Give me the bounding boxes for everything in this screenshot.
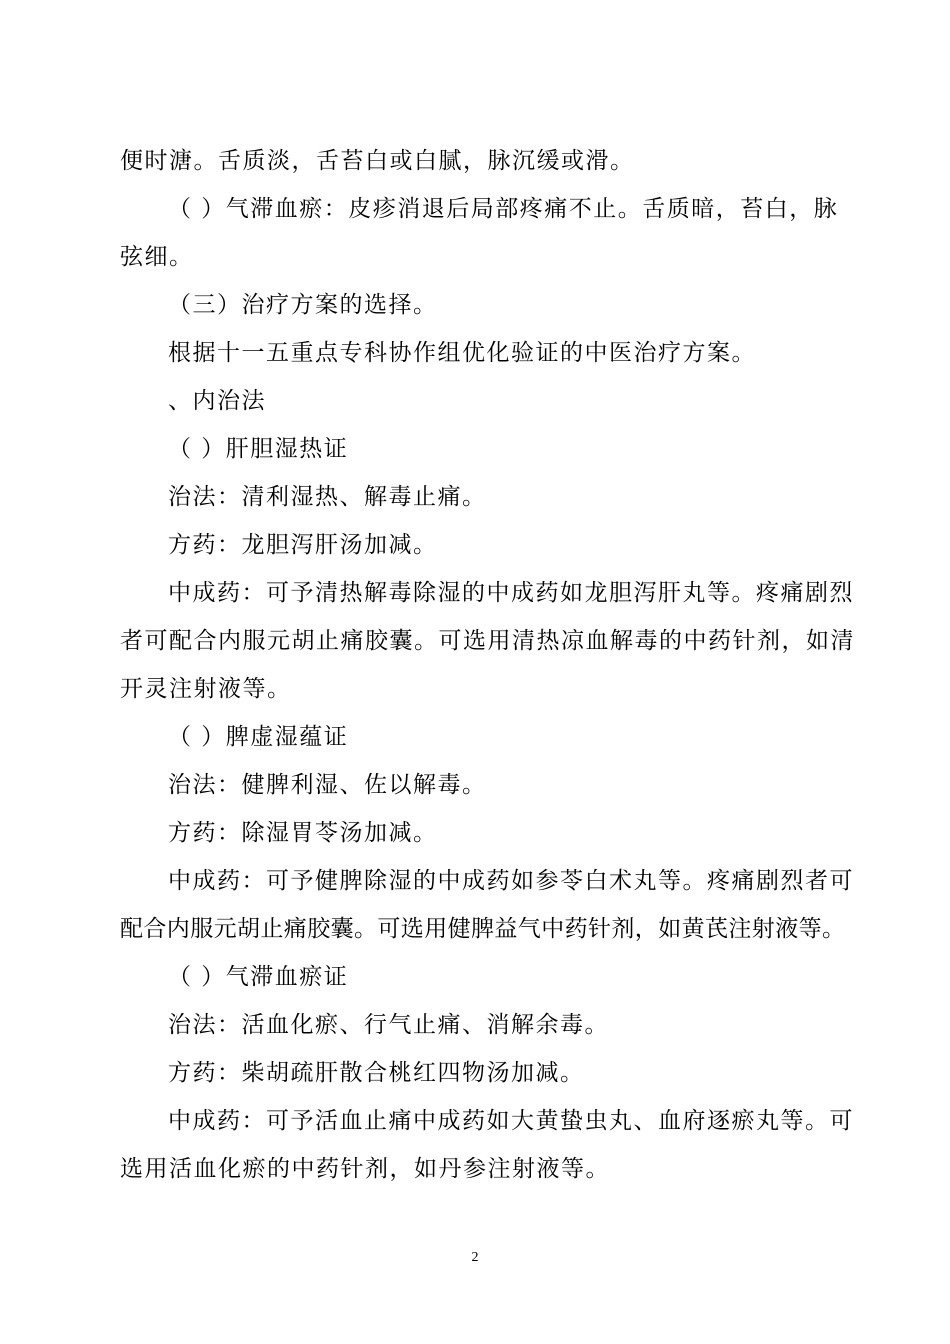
treatment-method-line: 治法：活血化瘀、行气止痛、消解余毒。 <box>168 1012 609 1038</box>
text-line-qi-stagnation-symptoms: （ ）气滞血瘀：皮疹消退后局部疼痛不止。舌质暗，苔白，脉 <box>168 196 839 222</box>
formula-line: 方药：龙胆泻肝汤加减。 <box>168 532 438 558</box>
treatment-method-line: 治法：健脾利湿、佐以解毒。 <box>168 772 487 798</box>
treatment-method-line: 治法：清利湿热、解毒止痛。 <box>168 484 487 510</box>
text-line-pulse: 弦细。 <box>120 244 194 270</box>
pattern-heading-spleen-deficiency: （ ）脾虚湿蕴证 <box>168 724 349 750</box>
subsection-heading-internal-treatment: 、内治法 <box>168 388 266 414</box>
patent-medicine-line: 中成药：可予健脾除湿的中成药如参苓白术丸等。疼痛剧烈者可 <box>168 868 854 894</box>
patent-medicine-line-end: 开灵注射液等。 <box>120 676 292 702</box>
patent-medicine-line-cont: 配合内服元胡止痛胶囊。可选用健脾益气中药针剂，如黄芪注射液等。 <box>120 916 846 942</box>
patent-medicine-line: 中成药：可予活血止痛中成药如大黄蛰虫丸、血府逐瘀丸等。可 <box>168 1108 854 1134</box>
patent-medicine-line: 中成药：可予清热解毒除湿的中成药如龙胆泻肝丸等。疼痛剧烈 <box>168 580 854 606</box>
pattern-heading-qi-blood-stasis: （ ）气滞血瘀证 <box>168 964 349 990</box>
formula-line: 方药：除湿胃苓汤加减。 <box>168 820 438 846</box>
pattern-heading-liver-gallbladder: （ ）肝胆湿热证 <box>168 436 349 462</box>
patent-medicine-line-cont: 选用活血化瘀的中药针剂，如丹参注射液等。 <box>120 1156 610 1182</box>
page-number: 2 <box>471 1250 479 1265</box>
patent-medicine-line-cont: 者可配合内服元胡止痛胶囊。可选用清热凉血解毒的中药针剂，如清 <box>120 628 855 654</box>
document-body <box>120 137 855 1193</box>
text-line-basis: 根据十一五重点专科协作组优化验证的中医治疗方案。 <box>168 340 756 366</box>
text-line-continuation: 便时溏。舌质淡，舌苔白或白腻，脉沉缓或滑。 <box>120 148 635 174</box>
formula-line: 方药：柴胡疏肝散合桃红四物汤加减。 <box>168 1060 585 1086</box>
section-heading-treatment-plan: （三）治疗方案的选择。 <box>168 292 438 318</box>
